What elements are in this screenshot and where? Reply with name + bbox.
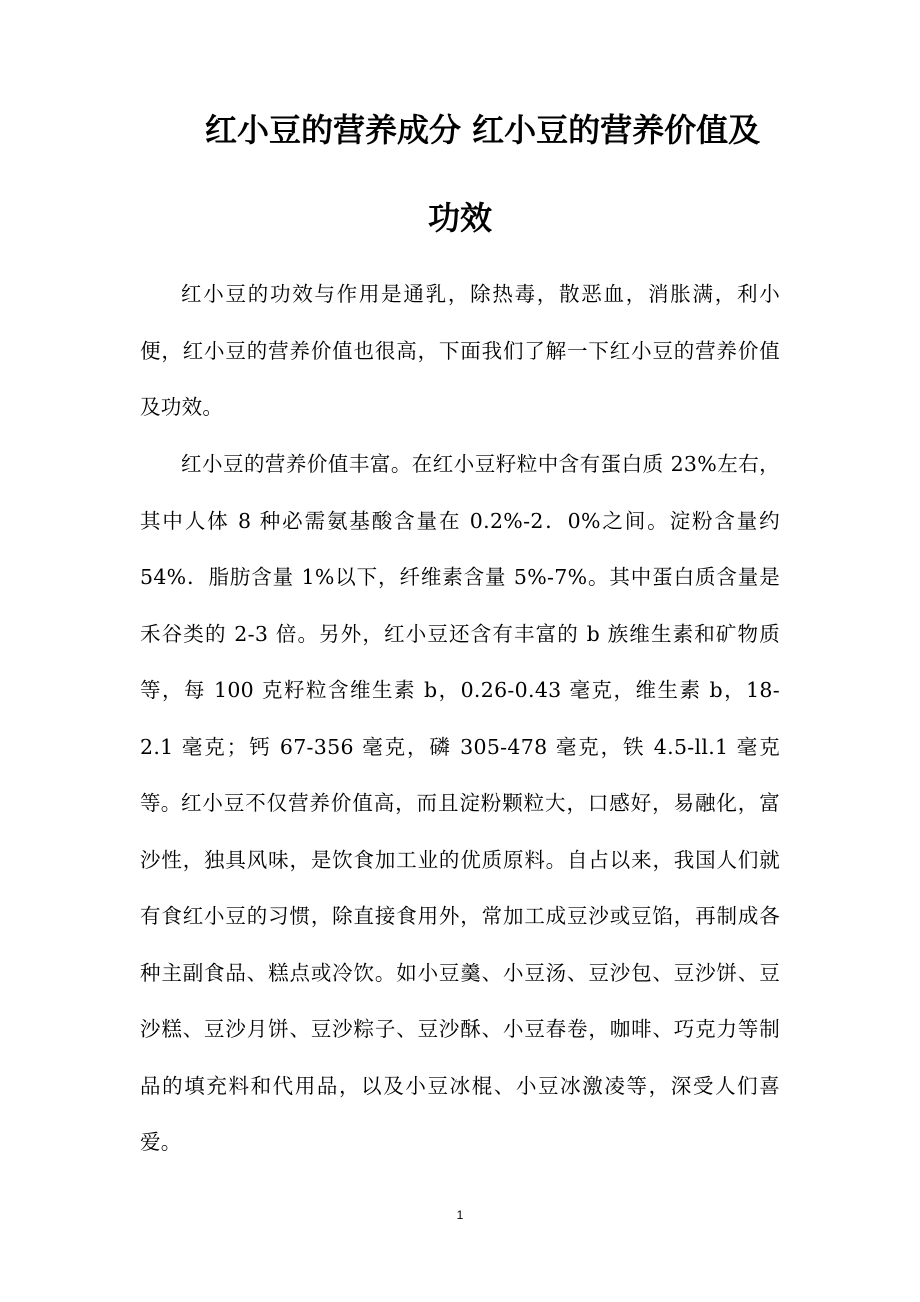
page-title-line-2: 功效 (427, 199, 492, 237)
paragraph-nutrition: 红小豆的营养价值丰富。在红小豆籽粒中含有蛋白质 23%左右，其中人体 8 种必需氨基酸含量在 0.2%-2．0%之间。淀粉含量约54%．脂肪含量 1%以下，纤维素含量 5%-7%。其中蛋白质含量是禾谷类的 2-3 倍。另外，红小豆还含有丰富的 b 族维生素和矿物质等，每 100 克籽粒含维生素 b，0.26-0.43 毫克，维生素 b，18-2.1 毫克；钙 67-356 毫克，磷 305-478 毫克，铁 4.5-ll.1 毫克等。 (140, 452, 780, 815)
page-number: 1 (456, 1208, 464, 1222)
paragraph-intro: 红小豆的功效与作用是通乳，除热毒，散恶血，消胀满，利小便，红小豆的营养价值也很高，下面我们了解一下红小豆的营养价值及功效。 (140, 282, 780, 419)
page-title-line-1: 红小豆的营养成分 红小豆的营养价值及 (205, 111, 761, 149)
paragraph-uses: 红小豆不仅营养价值高，而且淀粉颗粒大，口感好，易融化，富沙性，独具风味，是饮食加工业的优质原料。自占以来，我国人们就有食红小豆的习惯，除直接食用外，常加工成豆沙或豆馅，再制成各种主副食品、糕点或冷饮。如小豆羹、小豆汤、豆沙包、豆沙饼、豆沙糕、豆沙月饼、豆沙粽子、豆沙酥、小豆春卷，咖啡、巧克力等制品的填充料和代用品，以及小豆冰棍、小豆冰激凌等，深受人们喜爱。 (140, 791, 780, 1154)
